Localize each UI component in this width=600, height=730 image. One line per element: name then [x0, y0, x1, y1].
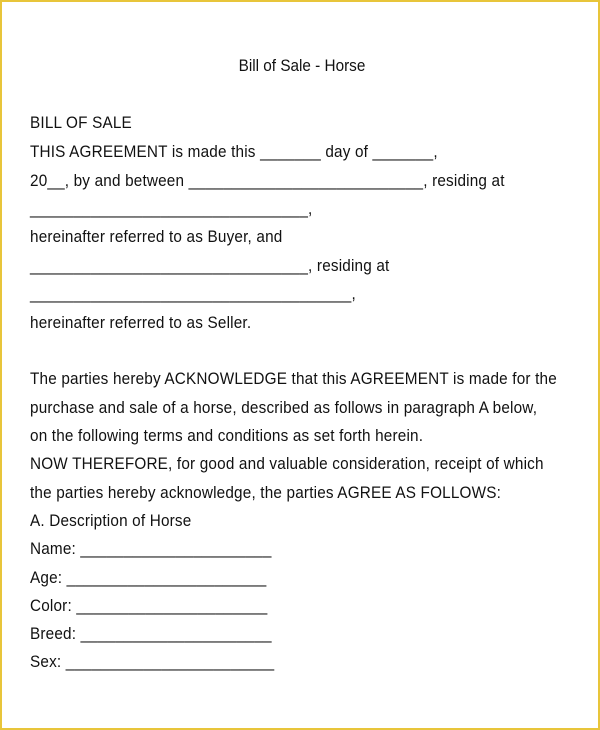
horse-breed-field: Breed: ______________________ — [30, 624, 272, 643]
consideration-paragraph-line-2: the parties hereby acknowledge, the parties AGREE AS FOLLOWS: — [30, 483, 502, 502]
buyer-name-line: 20__, by and between ___________________________, residing at — [30, 171, 505, 190]
agreement-date-line: THIS AGREEMENT is made this _______ day of _______, — [30, 142, 438, 161]
horse-name-field: Name: ______________________ — [30, 539, 272, 558]
horse-age-field: Age: _______________________ — [30, 568, 267, 587]
acknowledge-paragraph-line-2: purchase and sale of a horse, described as follows in paragraph A below, — [30, 398, 538, 417]
seller-designation-line: hereinafter referred to as Seller. — [30, 313, 252, 332]
buyer-address-line: ________________________________, — [30, 199, 313, 218]
seller-name-line: ________________________________, residing at — [30, 256, 390, 275]
seller-address-line: _____________________________________, — [30, 284, 356, 303]
horse-color-field: Color: ______________________ — [30, 596, 268, 615]
buyer-designation-line: hereinafter referred to as Buyer, and — [30, 227, 283, 246]
document-title: Bill of Sale - Horse — [238, 56, 366, 75]
consideration-paragraph-line-1: NOW THEREFORE, for good and valuable consideration, receipt of which — [30, 454, 544, 473]
horse-sex-field: Sex: ________________________ — [30, 652, 275, 671]
acknowledge-paragraph-line-3: on the following terms and conditions as set forth herein. — [30, 426, 424, 445]
bill-of-sale-heading: BILL OF SALE — [30, 113, 132, 132]
description-heading: A. Description of Horse — [30, 511, 192, 530]
acknowledge-paragraph-line-1: The parties hereby ACKNOWLEDGE that this AGREEMENT is made for the — [30, 369, 557, 388]
